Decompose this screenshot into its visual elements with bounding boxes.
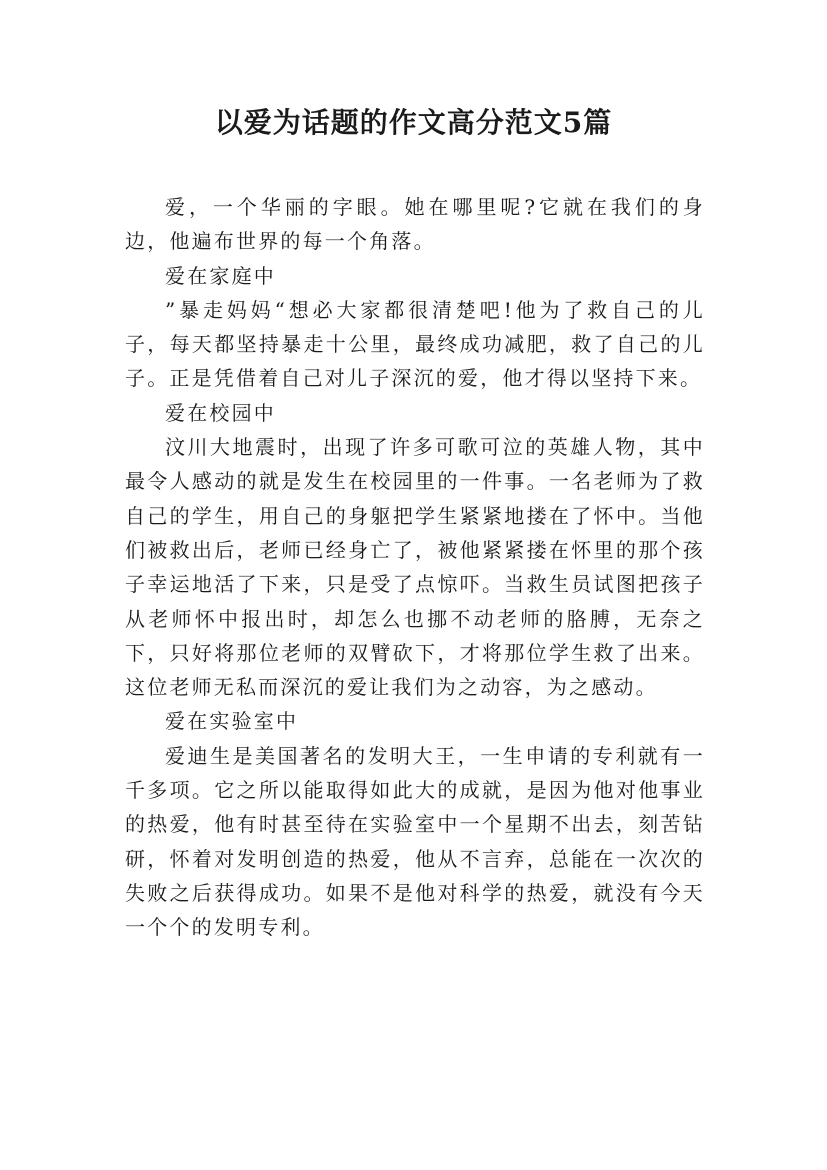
section-heading-family: 爱在家庭中 [165, 263, 276, 288]
section-heading-school: 爱在校园中 [165, 400, 276, 425]
document-body [125, 190, 705, 945]
section-heading-lab: 爱在实验室中 [165, 709, 299, 734]
paragraph-school: 汶川大地震时，出现了许多可歌可泣的英雄人物，其中最令人感动的就是发生在校园里的一件事。一名老师为了救自己的学生，用自己的身躯把学生紧紧地搂在了怀中。当他们被救出后，老师已经身亡了，被他紧紧搂在怀里的那个孩子幸运地活了下来，只是受了点惊吓。当救生员试图把孩子从老师怀中报出时，却怎么也挪不动老师的胳膊，无奈之下，只好将那位老师的双臂砍下，才将那位学生救了出来。这位老师无私而深沉的爱让我们为之动容，为之感动。 [125, 435, 705, 700]
paragraph-family: ”暴走妈妈“想必大家都很清楚吧!他为了救自己的儿子，每天都坚持暴走十公里，最终成功减肥，救了自己的儿子。正是凭借着自己对儿子深沉的爱，他才得以坚持下来。 [125, 297, 705, 391]
document-title: 以爱为话题的作文高分范文5篇 [214, 106, 613, 139]
paragraph-intro: 爱，一个华丽的字眼。她在哪里呢?它就在我们的身边，他遍布世界的每一个角落。 [125, 195, 705, 254]
paragraph-lab: 爱迪生是美国著名的发明大王，一生申请的专利就有一千多项。它之所以能取得如此大的成就，是因为他对他事业的热爱，他有时甚至待在实验室中一个星期不出去，刻苦钻研，怀着对发明创造的热爱，他从不言弃，总能在一次次的失败之后获得成功。如果不是他对科学的热爱，就没有今天一个个的发明专利。 [125, 743, 705, 940]
